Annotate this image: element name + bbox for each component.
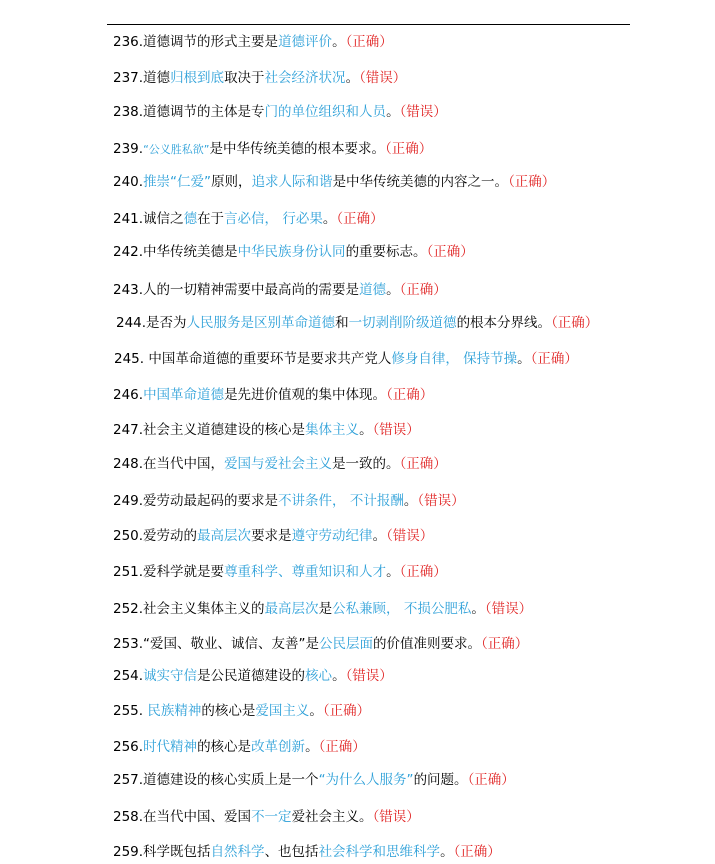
statement-highlight: 言必信， bbox=[224, 211, 279, 227]
statement-line bbox=[113, 281, 447, 299]
statement-highlight: 门的单位组织和人员 bbox=[264, 104, 387, 120]
verdict-label: （错误） bbox=[417, 493, 465, 509]
statement-text: 的核心是 bbox=[201, 703, 256, 719]
header-rule bbox=[107, 24, 630, 25]
statement-text: 是公民道德建设的 bbox=[197, 668, 306, 684]
statement-line bbox=[113, 140, 432, 159]
verdict-label: （正确） bbox=[551, 315, 599, 331]
verdict-label: （正确） bbox=[399, 456, 447, 472]
statement-text: 256. bbox=[113, 739, 144, 755]
statement-highlight: 最高层次 bbox=[264, 601, 319, 617]
statement-highlight: 一切剥削阶级道德 bbox=[348, 315, 457, 331]
statement-text: 是一致的。 bbox=[332, 456, 400, 472]
statement-text: 是中华传统美德的内容之一。 bbox=[332, 174, 509, 190]
statement-text: 是 bbox=[318, 601, 333, 617]
statement-line bbox=[113, 421, 420, 439]
statement-text: 在于 bbox=[197, 211, 225, 227]
statement-line bbox=[113, 527, 433, 545]
statement-text: 。 bbox=[372, 528, 387, 544]
statement-text: 是先进价值观的集中体现。 bbox=[224, 387, 387, 403]
statement-text: 的价值准则要求。 bbox=[373, 636, 482, 652]
statement-highlight: 核心 bbox=[305, 668, 333, 684]
statement-highlight: 尊重科学、尊重知识和人才 bbox=[224, 564, 387, 580]
statement-text: 。 bbox=[386, 104, 400, 120]
statement-text: 254. bbox=[113, 668, 144, 684]
statement-line bbox=[113, 702, 370, 720]
verdict-label: （正确） bbox=[386, 387, 434, 403]
statement-text: 。 bbox=[322, 211, 337, 227]
statement-highlight: 最高层次 bbox=[197, 528, 252, 544]
statement-line bbox=[113, 635, 528, 653]
statement-line bbox=[113, 455, 447, 473]
statement-line bbox=[113, 808, 420, 826]
statement-highlight: “公义胜私欲” bbox=[143, 143, 210, 156]
statement-text: 259.科学既包括 bbox=[113, 844, 211, 860]
statement-highlight: 民族精神 bbox=[147, 703, 202, 719]
statement-highlight: 社会经济状况 bbox=[264, 70, 346, 86]
statement-text: 。 bbox=[359, 422, 373, 438]
statement-text: 的根本分界线。 bbox=[456, 315, 552, 331]
statement-highlight: 推崇“仁爱” bbox=[143, 174, 212, 190]
statement-text: 249.爱劳动最起码的要求是 bbox=[113, 493, 279, 509]
statement-text: 247.社会主义道德建设的核心是 bbox=[113, 422, 306, 438]
statement-text: 244.是否为 bbox=[116, 315, 187, 331]
statement-highlight: 追求人际和谐 bbox=[251, 174, 333, 190]
statement-text: 237.道德 bbox=[113, 70, 171, 86]
statement-highlight: 道德 bbox=[359, 282, 387, 298]
statement-text: 要求是 bbox=[251, 528, 292, 544]
statement-highlight: 不计报酬 bbox=[349, 493, 404, 509]
verdict-label: （正确） bbox=[318, 739, 366, 755]
verdict-label: （正确） bbox=[336, 211, 384, 227]
statement-line bbox=[113, 386, 433, 404]
statement-text: 。 bbox=[517, 351, 531, 367]
statement-text: 取决于 bbox=[224, 70, 265, 86]
statement-text: 242.中华传统美德是 bbox=[113, 244, 238, 260]
statement-line bbox=[113, 600, 532, 618]
statement-highlight: “为什么人服务” bbox=[318, 772, 414, 788]
statement-text: 是中华传统美德的根本要求。 bbox=[209, 141, 385, 157]
statement-text: 。 bbox=[386, 564, 400, 580]
statement-text: 243.人的一切精神需要中最高尚的需要是 bbox=[113, 282, 360, 298]
verdict-label: （正确） bbox=[481, 636, 529, 652]
statement-highlight: 遵守劳动纪律 bbox=[291, 528, 373, 544]
statement-highlight: 保持节操 bbox=[463, 351, 518, 367]
statement-line bbox=[113, 771, 515, 789]
statement-text: 239. bbox=[113, 141, 144, 157]
statement-text: 251.爱科学就是要 bbox=[113, 564, 225, 580]
statement-text: 和 bbox=[335, 315, 349, 331]
statement-highlight: 时代精神 bbox=[143, 739, 198, 755]
statement-text: 238.道德调节的主体是专 bbox=[113, 104, 265, 120]
statement-line bbox=[113, 69, 406, 87]
verdict-label: （错误） bbox=[372, 809, 420, 825]
statement-text: 。 bbox=[403, 493, 418, 509]
statement-text: 248.在当代中国， bbox=[113, 456, 225, 472]
statement-highlight: 不损公肥私 bbox=[403, 601, 472, 617]
statement-text: 。 bbox=[471, 601, 485, 617]
statement-highlight: 中华民族身份认同 bbox=[237, 244, 346, 260]
statement-text: 240. bbox=[113, 174, 144, 190]
statement-highlight: 公民层面 bbox=[319, 636, 374, 652]
verdict-label: （错误） bbox=[399, 104, 447, 120]
statement-line bbox=[114, 350, 578, 368]
verdict-label: （错误） bbox=[386, 528, 434, 544]
verdict-label: （正确） bbox=[322, 703, 371, 719]
statement-highlight: 社会科学和思维科学 bbox=[318, 844, 441, 860]
verdict-label: （正确） bbox=[399, 282, 447, 298]
verdict-label: （错误） bbox=[372, 422, 420, 438]
statement-text: 257.道德建设的核心实质上是一个 bbox=[113, 772, 319, 788]
statement-highlight: 德 bbox=[183, 211, 198, 227]
verdict-label: （正确） bbox=[530, 351, 578, 367]
statement-text: 245. 中国革命道德的重要环节是要求共产党人 bbox=[114, 351, 392, 367]
statement-line bbox=[113, 738, 366, 756]
verdict-label: （错误） bbox=[345, 668, 393, 684]
statement-highlight: 道德评价 bbox=[278, 34, 333, 50]
statement-highlight: 集体主义 bbox=[305, 422, 360, 438]
statement-highlight: 爱国与爱社会主义 bbox=[224, 456, 333, 472]
statement-text: 。 bbox=[332, 34, 346, 50]
statement-text: 258.在当代中国、爱国 bbox=[113, 809, 252, 825]
statement-text: 、也包括 bbox=[264, 844, 319, 860]
statement-text: 。 bbox=[305, 739, 319, 755]
statement-text: 。 bbox=[345, 70, 360, 86]
statement-text: 250.爱劳动的 bbox=[113, 528, 198, 544]
statement-line bbox=[113, 243, 474, 261]
statement-line bbox=[113, 667, 393, 685]
statement-highlight: 公私兼顾， bbox=[332, 601, 400, 617]
statement-highlight: 归根到底 bbox=[170, 70, 225, 86]
verdict-label: （正确） bbox=[467, 772, 515, 788]
statement-highlight: 中国革命道德 bbox=[143, 387, 225, 403]
statement-text: 爱社会主义。 bbox=[291, 809, 373, 825]
statement-highlight: 人民服务是区别革命道德 bbox=[186, 315, 336, 331]
statement-line bbox=[113, 563, 447, 581]
verdict-label: （正确） bbox=[345, 34, 393, 50]
statement-text: 原则， bbox=[211, 174, 252, 190]
statement-line bbox=[113, 210, 384, 228]
statement-text: 的重要标志。 bbox=[345, 244, 427, 260]
statement-text: 。 bbox=[309, 703, 323, 719]
statement-text: 的问题。 bbox=[413, 772, 468, 788]
verdict-label: （正确） bbox=[453, 844, 501, 860]
statement-line bbox=[113, 843, 501, 861]
statement-text: 255. bbox=[113, 703, 148, 719]
statement-line bbox=[113, 492, 465, 510]
statement-text: 。 bbox=[440, 844, 454, 860]
statement-text: 236.道德调节的形式主要是 bbox=[113, 34, 279, 50]
verdict-label: （正确） bbox=[384, 141, 433, 157]
statement-highlight: 行必果 bbox=[282, 211, 323, 227]
verdict-label: （正确） bbox=[426, 244, 474, 260]
statement-highlight: 爱国主义 bbox=[255, 703, 310, 719]
statement-highlight: 修身自律， bbox=[391, 351, 459, 367]
statement-highlight: 不一定 bbox=[251, 809, 292, 825]
statement-line bbox=[113, 173, 555, 191]
statement-line bbox=[113, 103, 447, 121]
statement-text: 246. bbox=[113, 387, 144, 403]
statement-line bbox=[116, 314, 598, 332]
statement-text: 的核心是 bbox=[197, 739, 252, 755]
statement-highlight: 改革创新 bbox=[251, 739, 306, 755]
statement-highlight: 不讲条件， bbox=[278, 493, 346, 509]
verdict-label: （错误） bbox=[359, 70, 407, 86]
statement-text: 252.社会主义集体主义的 bbox=[113, 601, 265, 617]
statement-text: 。 bbox=[386, 282, 400, 298]
statement-highlight: 自然科学 bbox=[210, 844, 265, 860]
statement-highlight: 诚实守信 bbox=[143, 668, 198, 684]
statement-text: 。 bbox=[332, 668, 346, 684]
statement-text: 241.诚信之 bbox=[113, 211, 184, 227]
verdict-label: （正确） bbox=[508, 174, 556, 190]
verdict-label: （错误） bbox=[484, 601, 533, 617]
verdict-label: （正确） bbox=[399, 564, 447, 580]
statement-text: 253.“爱国、敬业、诚信、友善”是 bbox=[113, 636, 320, 652]
statement-line bbox=[113, 33, 393, 51]
